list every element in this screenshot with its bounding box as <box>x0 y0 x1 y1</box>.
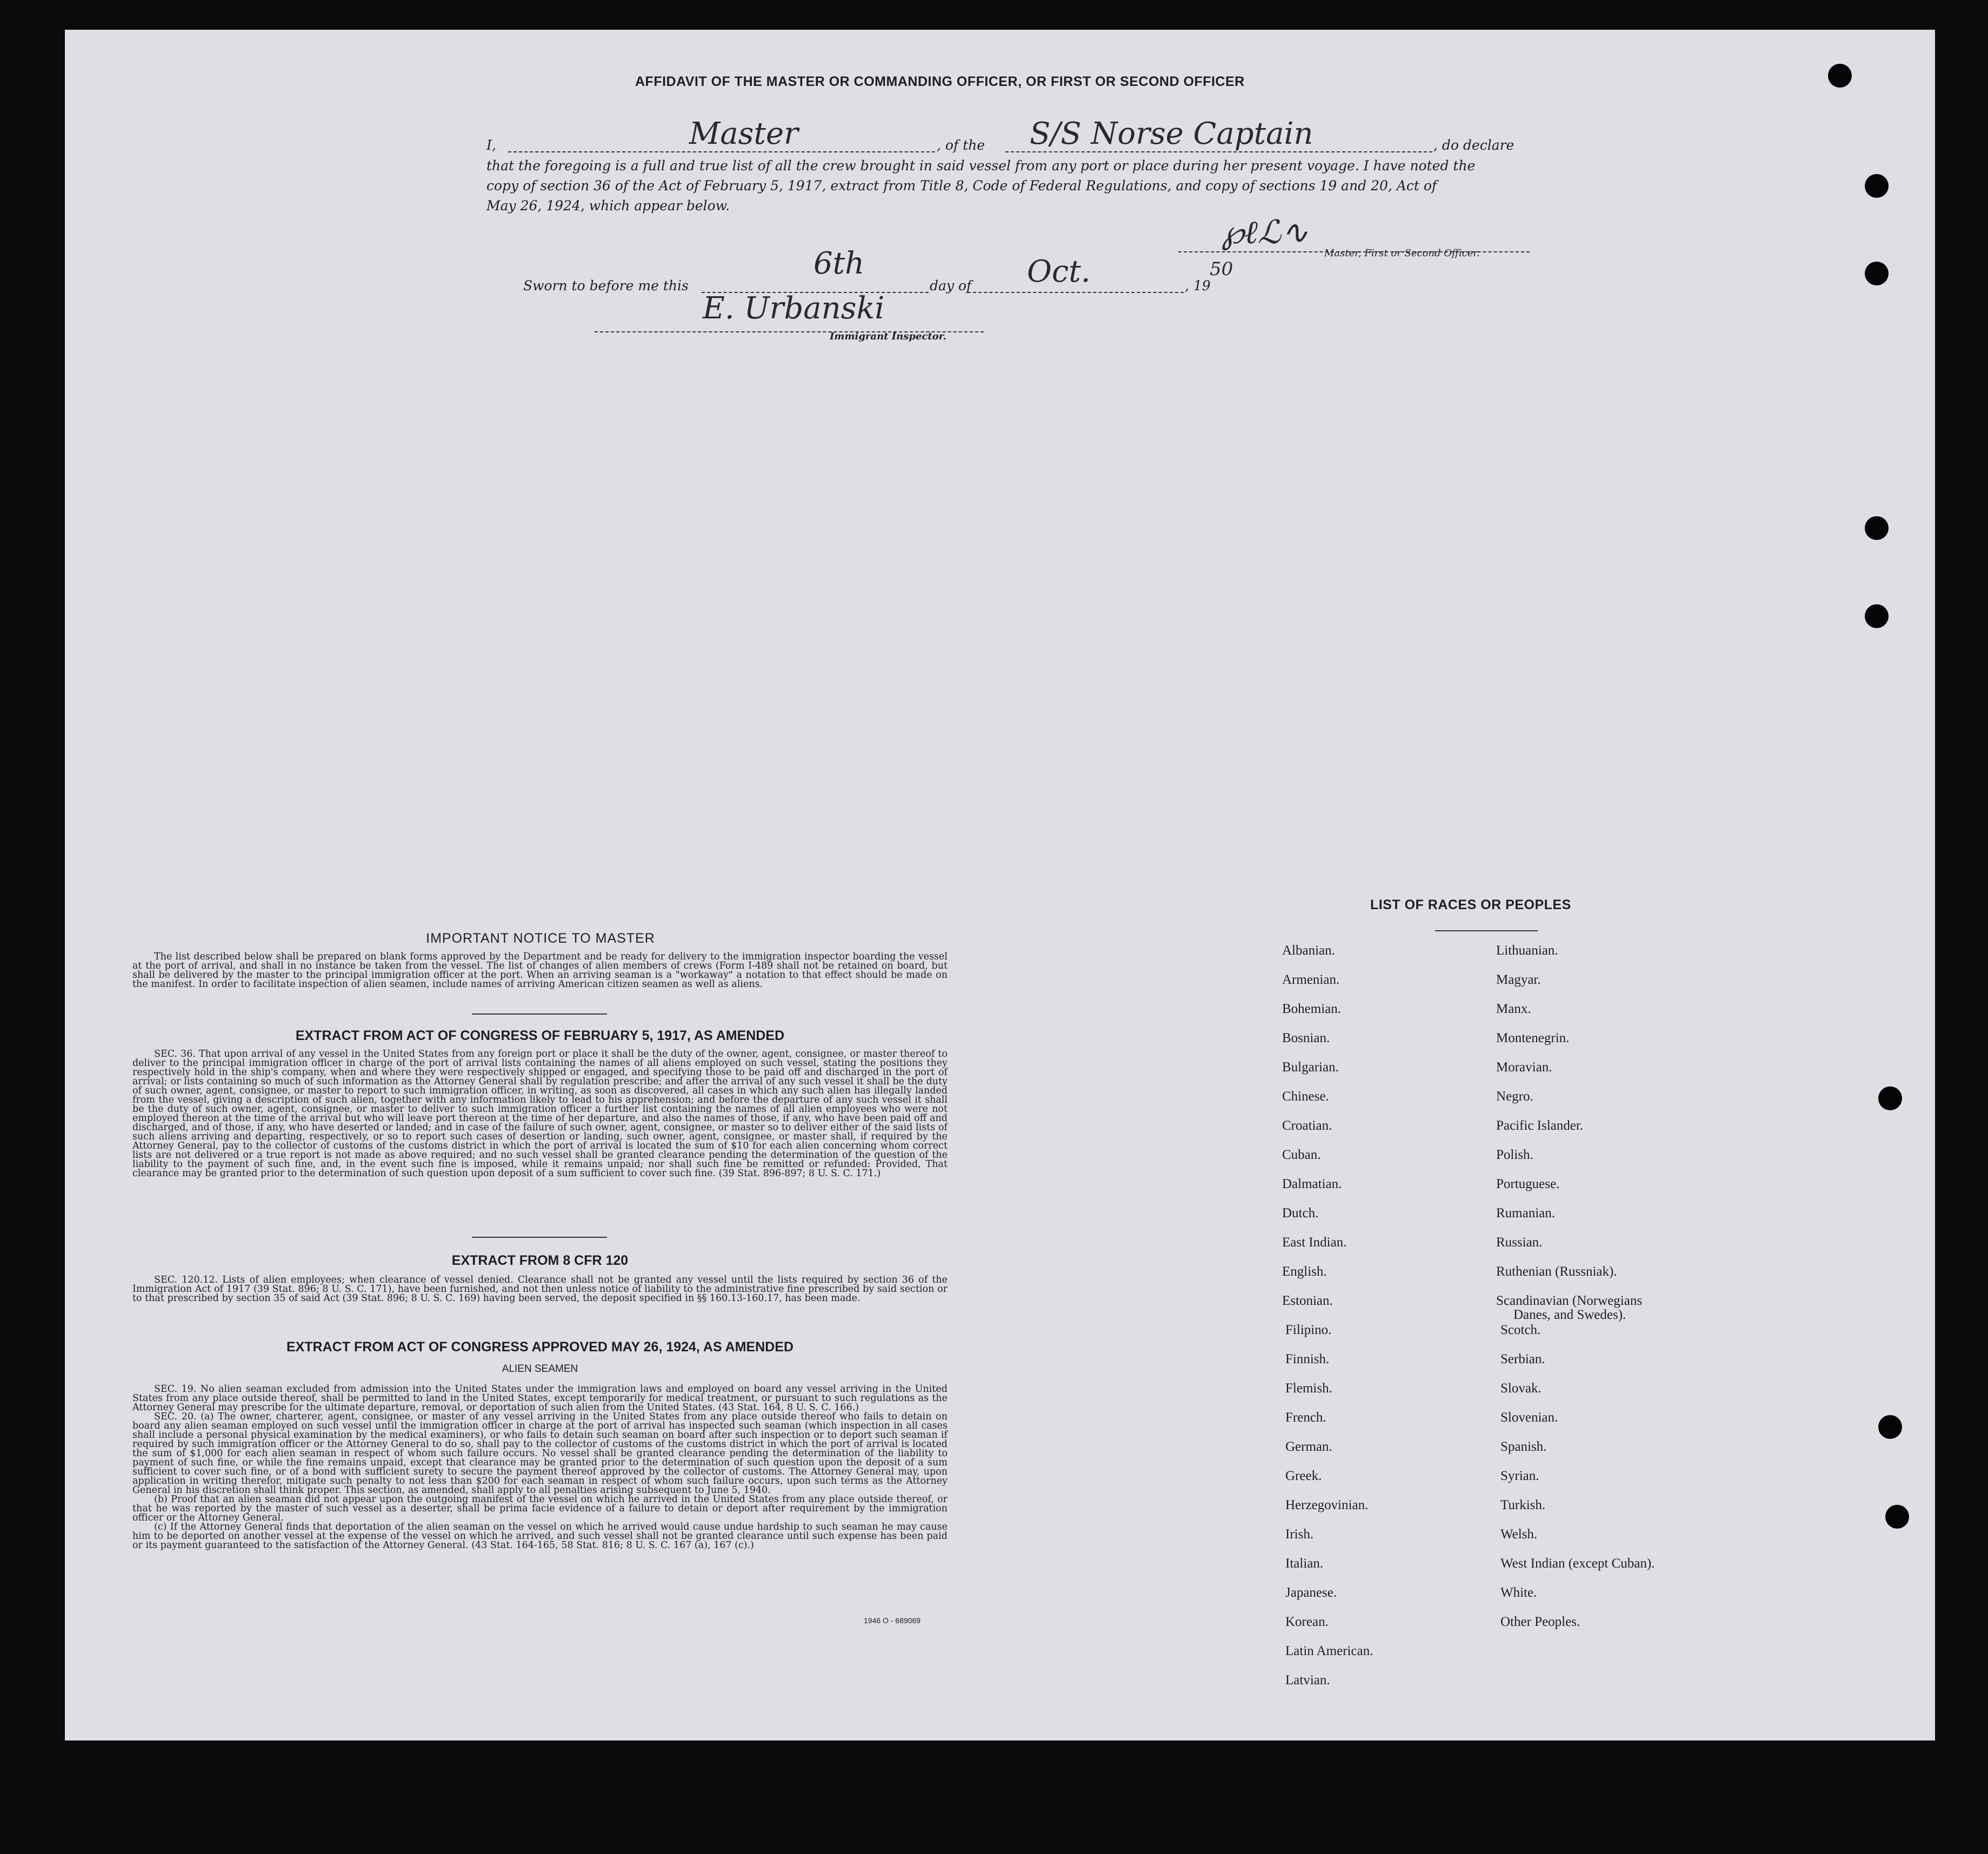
race-item: Syrian. <box>1500 1469 1539 1483</box>
punch-hole <box>1865 516 1889 540</box>
race-item: German. <box>1285 1439 1332 1454</box>
punch-hole <box>1878 1086 1902 1110</box>
race-item: Greek. <box>1285 1469 1322 1483</box>
race-item: Chinese. <box>1282 1089 1329 1104</box>
race-item: Bosnian. <box>1282 1031 1330 1045</box>
sec-20a-text: SEC. 20. (a) The owner, charterer, agent, consignee, or master of any vessel arriving in the United States from any place outside thereof who fails to detain on board any alien seaman employed on such vessel until the immigration officer in charge at the port of arrival has inspected such seaman (which inspection in all cases shall include a personal physical examination by the medical examiners), or who fails to detain such seaman on board after such inspection or to deport such seaman if required by such immigration officer or the Attorney General to do so, shall pay to the collector of customs of the customs district in which the port of arrival is located the sum of $1,000 for each alien seaman in respect of whom such failure occurs. No vessel shall be granted clearance pending the determination of the liability to payment of such fine, or while the fine remains unpaid, except that clearance may be granted prior to the determination of such question upon the deposit of a sum sufficient to cover such fine, or of a bond with sufficient surety to secure the payment thereof approved by the collector of customs. The Attorney General may, upon application in writing therefor, mitigate such penalty to not less than $200 for each seaman in respect of whom such failure occurs, upon such terms as the Attorney General in his discretion shall think proper. This section, as amended, shall apply to all penalties arising subsequent to June 5, 1940. <box>132 1411 948 1496</box>
race-item: Korean. <box>1285 1615 1329 1629</box>
race-item: Herzegovinian. <box>1285 1498 1369 1512</box>
year-handwritten: 50 <box>1210 258 1233 280</box>
race-item: Italian. <box>1285 1556 1324 1571</box>
race-item: East Indian. <box>1282 1235 1347 1250</box>
race-item: Irish. <box>1285 1527 1314 1542</box>
race-item: Bohemian. <box>1282 1002 1342 1016</box>
race-item: Cuban. <box>1282 1148 1321 1162</box>
master-signature: ℘ℓℒ∿ <box>1222 214 1309 251</box>
affidavit-line-2: that the foregoing is a full and true list of all the crew brought in said vessel from any port or place during her present voyage. I have noted the <box>486 158 1476 174</box>
race-item: Polish. <box>1496 1148 1533 1162</box>
race-item: Flemish. <box>1285 1381 1332 1396</box>
punch-hole <box>1878 1415 1902 1439</box>
punch-hole <box>1828 64 1852 88</box>
divider <box>472 1237 607 1238</box>
vessel-name-handwritten: S/S Norse Captain <box>1030 116 1313 151</box>
race-item: Bulgarian. <box>1282 1060 1339 1075</box>
name-line <box>508 151 935 152</box>
race-item: Danes, and Swedes). <box>1513 1308 1626 1322</box>
master-caption: Master, First or Second Officer. <box>1324 248 1480 259</box>
punch-hole <box>1865 262 1889 285</box>
race-item: English. <box>1282 1264 1327 1279</box>
vessel-line <box>1005 151 1432 152</box>
race-item: Japanese. <box>1285 1585 1337 1600</box>
race-item: Ruthenian (Russniak). <box>1496 1264 1617 1279</box>
affidavit-title: AFFIDAVIT OF THE MASTER OR COMMANDING OFFICER, OR FIRST OR SECOND OFFICER <box>635 74 1245 89</box>
year-prefix: , 19 <box>1185 278 1211 294</box>
alien-seamen-subtitle: ALIEN SEAMEN <box>502 1363 578 1375</box>
race-item: Latvian. <box>1285 1673 1330 1688</box>
cfr-text: SEC. 120.12. Lists of alien employees; when clearance of vessel denied. Clearance shall not be granted any vessel until the lists required by section 36 of the Immigration Act of 1917 (39 Stat. 896; 8 U. S. C. 171), have been furnished, and not then unless notice of liability to the administrative fine prescribed by said section or to that prescribed by section 35 of said Act (39 Stat. 896; 8 U. S. C. 169) having been served, the deposit specified in §§ 160.13-160.17, has been made. <box>132 1275 948 1304</box>
affidavit-line-4: May 26, 1924, which appear below. <box>486 198 730 214</box>
sworn-prefix: Sworn to before me this <box>523 278 689 294</box>
race-item: Finnish. <box>1285 1352 1330 1366</box>
divider <box>472 1013 607 1015</box>
race-item: Negro. <box>1496 1089 1533 1104</box>
race-item: Latin American. <box>1285 1644 1373 1658</box>
cfr-title: EXTRACT FROM 8 CFR 120 <box>451 1253 629 1268</box>
sec-20b-text: (b) Proof that an alien seaman did not appear upon the outgoing manifest of the vessel on which he arrived in the United States from any place outside thereof, or that he was reported by the master of such vessel as a deserter, shall be prima facie evidence of a failure to detain or deport after requirement by the immigration officer or the Attorney General. <box>132 1494 948 1523</box>
race-item: Slovenian. <box>1500 1410 1558 1425</box>
race-item: West Indian (except Cuban). <box>1500 1556 1655 1571</box>
race-item: Serbian. <box>1500 1352 1545 1366</box>
day-handwritten: 6th <box>813 246 865 281</box>
race-item: Welsh. <box>1500 1527 1538 1542</box>
race-item: Scotch. <box>1500 1323 1541 1337</box>
race-item: Rumanian. <box>1496 1206 1556 1221</box>
day-of-text: day of <box>930 278 972 294</box>
race-item: Montenegrin. <box>1496 1031 1570 1045</box>
inspector-signature: E. Urbanski <box>703 291 885 326</box>
extract-1924-body <box>132 1385 948 1550</box>
month-handwritten: Oct. <box>1027 254 1091 289</box>
affidavit-prefix: I, <box>486 137 496 153</box>
extract-1917-body <box>132 1050 948 1178</box>
notice-body <box>132 952 948 989</box>
notice-text: The list described below shall be prepared on blank forms approved by the Department and be ready for delivery to the immigration inspector boarding the vessel at the port of arrival, and shall in no instance be taken from the vessel. The list of changes of alien members of crews (Form I-489 shall not be retained on board, but shall be delivered by the master to the principal immigration officer at the port. When an arriving seaman is a "workaway" a notation to that effect should be made on the manifest. In order to facilitate inspection of alien seamen, include names of arriving American citizen seamen as well as aliens. <box>132 951 948 990</box>
race-item: Portuguese. <box>1496 1177 1560 1191</box>
extract-1917-title: EXTRACT FROM ACT OF CONGRESS OF FEBRUARY 5, 1917, AS AMENDED <box>295 1028 785 1043</box>
punch-hole <box>1865 174 1889 198</box>
race-item: Pacific Islander. <box>1496 1118 1584 1133</box>
sec-20c-text: (c) If the Attorney General finds that deportation of the alien seaman on the vessel on which he arrived would cause undue hardship to such seaman he may cause him to be deported on another vessel at the expense of the vessel on which he arrived, and such vessel shall not be granted clearance until such expense has been paid or its payment guaranteed to the satisfaction of the Attorney General. (43 Stat. 164-165, 58 Stat. 816; 8 U. S. C. 167 (a), 167 (c).) <box>132 1522 948 1551</box>
race-item: Scandinavian (Norwegians <box>1496 1293 1643 1308</box>
sec-19-text: SEC. 19. No alien seaman excluded from admission into the United States under the immigration laws and employed on board any vessel arriving in the United States from any place outside thereof, shall be permitted to land in the United States, except temporarily for medical treatment, or pursuant to such regulations as the Attorney General may prescribe for the ultimate departure, removal, or deportation of such alien from the United States. (43 Stat. 164, 8 U. S. C. 166.) <box>132 1384 948 1413</box>
race-item: Moravian. <box>1496 1060 1552 1075</box>
affidavit-line-3: copy of section 36 of the Act of February 5, 1917, extract from Title 8, Code of Federal Regulations, and copy of sections 19 and 20, Act of <box>486 178 1437 194</box>
notice-title: IMPORTANT NOTICE TO MASTER <box>426 931 655 946</box>
race-item: Russian. <box>1496 1235 1543 1250</box>
punch-hole <box>1865 604 1889 628</box>
inspector-caption: Immigrant Inspector. <box>830 331 946 342</box>
do-declare-text: , do declare <box>1433 137 1515 153</box>
race-item: White. <box>1500 1585 1537 1600</box>
races-title: LIST OF RACES OR PEOPLES <box>1370 897 1571 912</box>
race-item: Filipino. <box>1285 1323 1332 1337</box>
race-item: Dalmatian. <box>1282 1177 1342 1191</box>
race-item: Spanish. <box>1500 1439 1547 1454</box>
extract-1924-title: EXTRACT FROM ACT OF CONGRESS APPROVED MAY 26, 1924, AS AMENDED <box>286 1339 794 1355</box>
race-item: Magyar. <box>1496 972 1541 987</box>
print-code: 1946 O - 689069 <box>864 1616 921 1625</box>
race-item: Slovak. <box>1500 1381 1542 1396</box>
race-item: Turkish. <box>1500 1498 1546 1512</box>
punch-hole <box>1885 1505 1909 1529</box>
extract-1917-text: SEC. 36. That upon arrival of any vessel in the United States from any foreign port or place it shall be the duty of the owner, agent, consignee, or master thereof to deliver to the principal immigration officer in charge of the port of arrival lists containing the names of all aliens employed on such vessel, stating the positions they respectively hold in the ship's company, when and where they were respectively shipped or engaged, and specifying those to be paid off and discharged in the port of arrival; or lists containing so much of such information as the Attorney General shall by regulation prescribe; and after the arrival of any such vessel it shall be the duty of such owner, agent, consignee, or master to report to such immigration officer, in writing, as soon as discovered, all cases in which any such alien has illegally landed from the vessel, giving a description of such alien, together with any information likely to lead to his apprehension; and before the departure of any such vessel it shall be the duty of such owner, agent, consignee, or master to deliver to such immigration officer a further list containing the names of all alien employees who were not employed thereon at the time of the arrival but who will leave port thereon at the time of her departure, and also the names of those, if any, who have been paid off and discharged, and of those, if any, who have deserted or landed; and in case of the failure of such owner, agent, consignee, or master so to deliver either of the said lists of such aliens arriving and departing, respectively, or so to report such cases of desertion or landing, such owner, agent, consignee, or master shall, if required by the Attorney General, pay to the collector of customs of the customs district in which the port of arrival is located the sum of $10 for each alien concerning whom correct lists are not delivered or a true report is not made as above required; and no such vessel shall be granted clearance pending the determination of the question of the liability to the payment of such fine, and, in the event such fine is imposed, while it remains unpaid; nor shall such fine be remitted or refunded: Provided, That clearance may be granted prior to the determination of such question upon deposit of a sum sufficient to cover such fine. (39 Stat. 896-897; 8 U. S. C. 171.) <box>132 1049 948 1179</box>
race-item: Dutch. <box>1282 1206 1319 1221</box>
cfr-body <box>132 1276 948 1303</box>
race-item: Albanian. <box>1282 943 1335 958</box>
master-name-handwritten: Master <box>689 116 798 151</box>
race-item: Lithuanian. <box>1496 943 1558 958</box>
race-item: Croatian. <box>1282 1118 1332 1133</box>
of-the-text: , of the <box>937 137 985 153</box>
race-item: Armenian. <box>1282 972 1340 987</box>
race-item: Estonian. <box>1282 1293 1333 1308</box>
month-line <box>968 292 1184 293</box>
race-item: Manx. <box>1496 1002 1531 1016</box>
race-item: Other Peoples. <box>1500 1615 1580 1629</box>
race-item: French. <box>1285 1410 1326 1425</box>
divider <box>1435 930 1538 931</box>
